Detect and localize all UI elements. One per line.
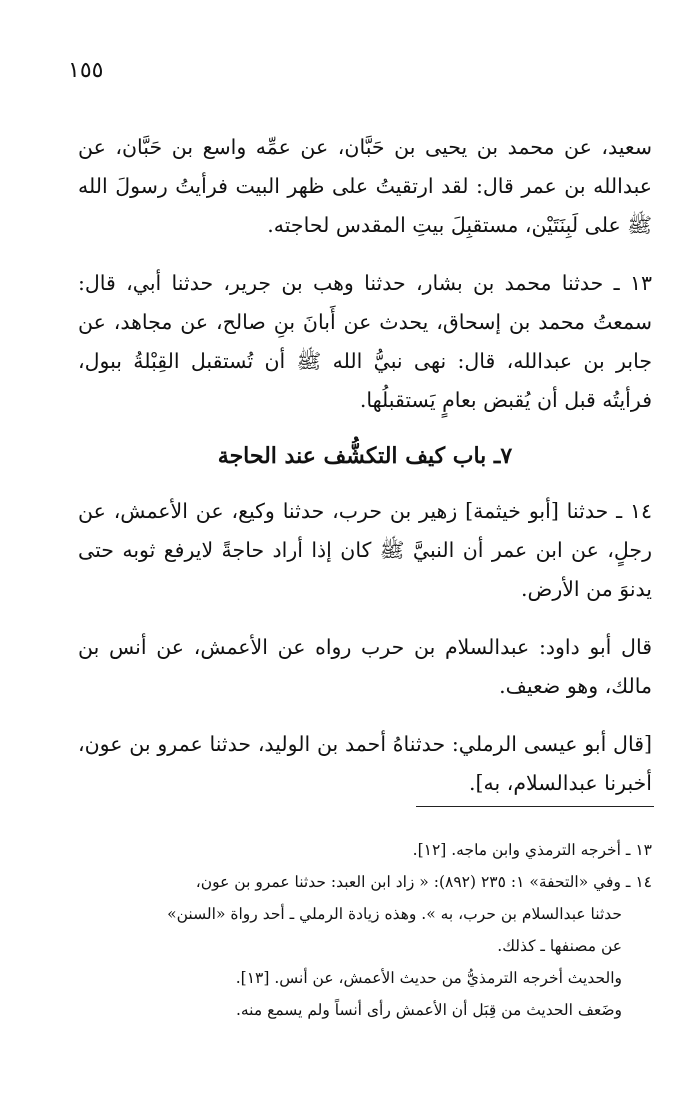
main-text — [78, 128, 652, 803]
paragraph-ramli-note: [قال أبو عيسى الرملي: حدثناهُ أحمد بن الوليد، حدثنا عمرو بن عون، أخبرنا عبدالسلام، به]. — [78, 732, 652, 795]
footnote-14-line-3: عن مصنفها ـ كذلك. — [497, 937, 622, 955]
footnote-14-line-5: وضَعف الحديث من قِبَل أن الأعمش رأى أنساً ولم يسمع منه. — [235, 1001, 622, 1019]
footnote-13: ١٣ ـ أخرجه الترمذي وابن ماجه. [١٢]. — [412, 841, 652, 859]
section-heading: ٧ـ باب كيف التكشُّف عند الحاجة — [217, 443, 513, 469]
paragraph-hadith-14: ١٤ ـ حدثنا [أبو خيثمة] زهير بن حرب، حدثنا وكيع، عن الأعمش، عن رجلٍ، عن ابن عمر أن النبيَّ ﷺ كان إذا أراد حاجةً لايرفع ثوبه حتى يدنوَ من الأرض. — [78, 499, 652, 601]
footnote-14-line-2: حدثنا عبدالسلام بن حرب، به ». وهذه زيادة الرملي ـ أحد رواة «السنن» — [167, 905, 622, 923]
page-number: ١٥٥ — [68, 58, 104, 83]
footnote-14: ١٤ ـ وفي «التحفة» ١: ٢٣٥ (٨٩٢): « زاد ابن العبد: حدثنا عمرو بن عون، — [195, 873, 652, 891]
footnote-divider — [416, 806, 654, 807]
footnote-14-line-4: والحديث أخرجه الترمذيُّ من حديث الأعمش، عن أنس. [١٣]. — [235, 969, 622, 987]
paragraph-hadith-13: ١٣ ـ حدثنا محمد بن بشار، حدثنا وهب بن جرير، حدثنا أبي، قال: سمعتُ محمد بن إسحاق، يحدث عن أَبانَ بنِ صالح، عن مجاهد، عن جابر بن عبدالله، قال: نهى نبيُّ الله ﷺ أن تُستقبل القِبْلةُ ببول، فرأيتُه قبل أن يُقبض بعامٍ يَستقبلُها. — [78, 271, 652, 412]
paragraph-abu-dawud-note: قال أبو داود: عبدالسلام بن حرب رواه عن الأعمش، عن أنس بن مالك، وهو ضعيف. — [78, 635, 652, 698]
paragraph-hadith-12-end: سعيد، عن محمد بن يحيى بن حَبَّان، عن عمِّه واسع بن حَبَّان، عن عبدالله بن عمر قال: لقد ارتقيتُ على ظهر البيت فرأيتُ رسولَ الله ﷺ على لَبِنَتَيْن، مستقبِلَ بيتِ المقدس لحاجته. — [78, 135, 652, 237]
footnotes — [76, 834, 652, 1026]
